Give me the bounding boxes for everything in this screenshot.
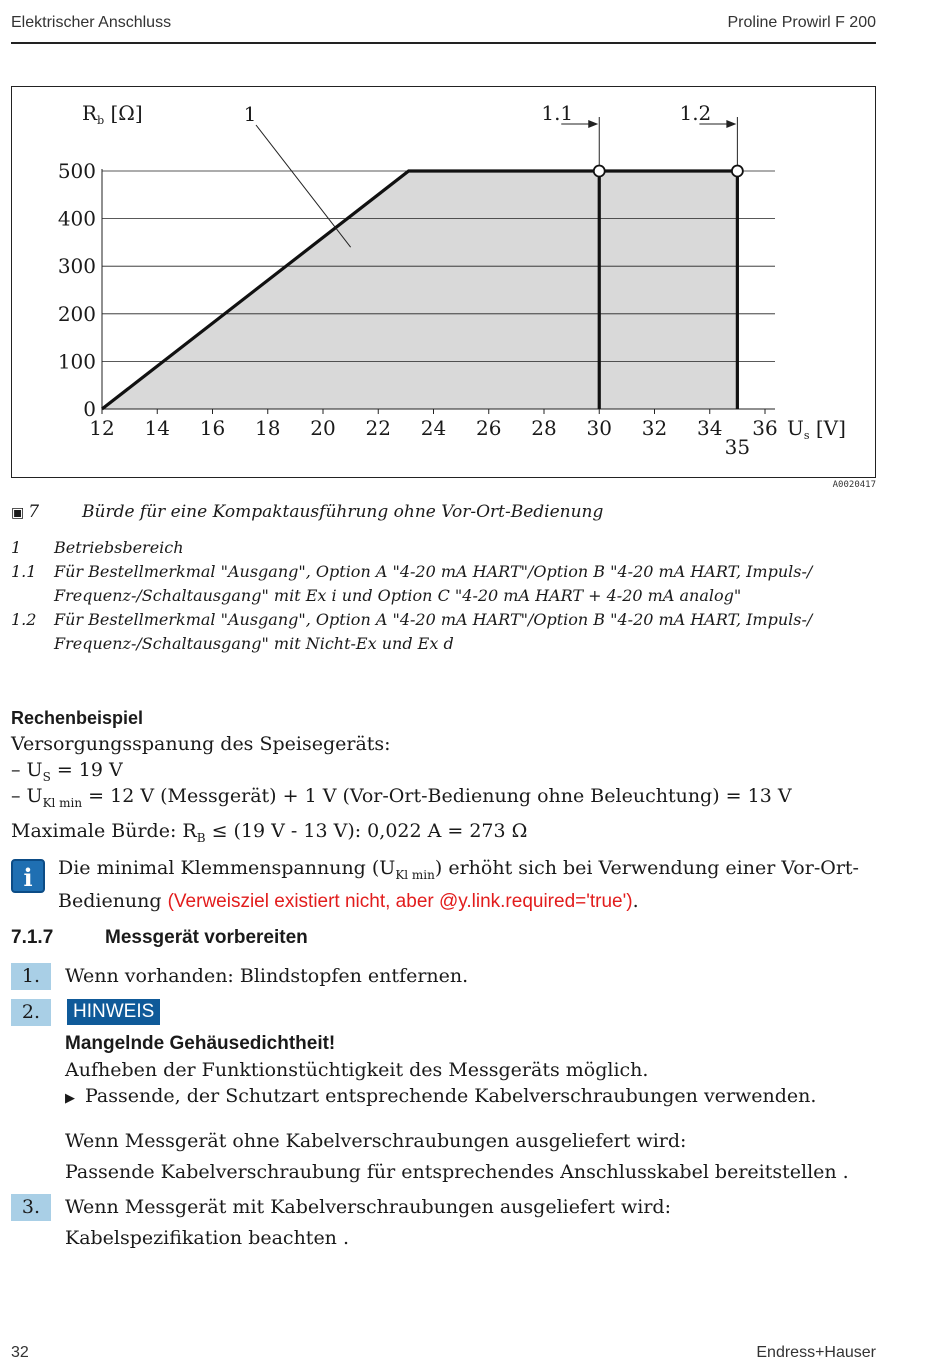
limit-marker <box>594 166 605 177</box>
step-number: 2. <box>11 999 51 1026</box>
step-text: Wenn vorhanden: Blindstopfen entfernen. <box>65 965 469 987</box>
x-tick-label: 24 <box>420 416 447 440</box>
header-product-name: Proline Prowirl F 200 <box>727 14 876 31</box>
calc-text: Maximale Bürde: R <box>11 820 197 842</box>
y-tick-label: 400 <box>57 206 96 231</box>
note-text-part: ) erhöht sich bei Verwendung einer Vor-Ort- <box>434 857 859 879</box>
x-tick-label: 12 <box>89 416 115 440</box>
figure-icon: ▣ <box>11 505 25 521</box>
calc-text: ≤ (19 V - 13 V): 0,022 A = 273 Ω <box>205 820 528 842</box>
legend-text-cont: Frequenz-/Schaltausgang" mit Nicht-Ex und Ex d <box>54 634 454 653</box>
legend-text: Für Bestellmerkmal "Ausgang", Option A "4-20 mA HART"/Option B "4-20 mA HART, Impuls-/ <box>54 562 813 581</box>
calc-text: – U <box>11 785 43 807</box>
area-annotation-label: 1 <box>243 102 257 126</box>
x-tick-label: 22 <box>365 416 391 440</box>
page-number: 32 <box>11 1344 29 1361</box>
broken-link-error[interactable]: (Verweisziel existiert nicht, aber @y.link.required='true') <box>167 890 633 912</box>
figure-caption-text: Bürde für eine Kompaktausführung ohne Vor-Ort-Bedienung <box>82 502 604 522</box>
note-text-part: Die minimal Klemmenspannung (U <box>58 857 396 879</box>
calc-text: = 12 V (Messgerät) + 1 V (Vor-Ort-Bedienung ohne Beleuchtung) = 13 V <box>82 785 792 807</box>
note-text-part: . <box>632 889 639 912</box>
step-text-cont: Kabelspezifikation beachten . <box>65 1227 349 1249</box>
y-tick-label: 100 <box>57 349 96 374</box>
step-condition: Wenn Messgerät ohne Kabelverschraubungen ausgeliefert wird: <box>65 1130 687 1152</box>
calc-intro: Versorgungsspanung des Speisegeräts: <box>11 733 391 755</box>
operating-area <box>102 171 737 409</box>
x-tick-label: 20 <box>310 416 336 440</box>
x-tick-label: 14 <box>144 416 170 440</box>
calc-max-load <box>11 818 527 851</box>
legend-text: Betriebsbereich <box>54 538 184 557</box>
y-axis-label: $R_b$ [Ω] <box>82 101 143 127</box>
x-tick-label: 35 <box>724 435 751 459</box>
warning-action <box>65 1081 816 1114</box>
legend-text-cont: Frequenz-/Schaltausgang" mit Ex i und Option C "4-20 mA HART + 4-20 mA analog" <box>54 586 742 605</box>
subsection-title: Messgerät vorbereiten <box>105 927 308 948</box>
header-section-title: Elektrischer Anschluss <box>11 14 172 31</box>
calc-subscript: S <box>42 769 51 784</box>
y-tick-label: 200 <box>57 301 96 326</box>
calc-text: = 19 V <box>50 759 123 781</box>
x-axis-label: $U_s$ [V] <box>787 416 846 442</box>
x-tick-label: 28 <box>531 416 557 440</box>
calc-text: – U <box>11 759 43 781</box>
x-tick-label: 32 <box>641 416 668 440</box>
arrow-right-icon: ▶ <box>65 1091 75 1106</box>
warning-text: Aufheben der Funktionstüchtigkeit des Messgeräts möglich. <box>65 1059 649 1081</box>
y-tick-label: 500 <box>57 159 96 183</box>
step-number: 3. <box>11 1194 51 1221</box>
x-tick-label: 16 <box>199 416 226 440</box>
calc-subscript: Kl min <box>42 795 83 810</box>
load-chart <box>12 87 875 477</box>
step-text: Wenn Messgerät mit Kabelverschraubungen ausgeliefert wird: <box>65 1196 671 1218</box>
x-tick-label: 26 <box>476 416 502 440</box>
calc-subscript: B <box>196 830 206 845</box>
figure-legend <box>11 536 891 656</box>
legend-item <box>11 536 891 560</box>
x-tick-label: 30 <box>586 416 612 440</box>
figure-caption <box>11 502 604 522</box>
y-tick-label: 300 <box>57 254 96 279</box>
subsection-heading <box>11 927 308 949</box>
header-rule <box>11 42 876 44</box>
legend-key: 1 <box>11 538 22 557</box>
notice-badge: HINWEIS <box>67 999 160 1025</box>
x-tick-label: 34 <box>697 416 723 440</box>
warning-title: Mangelnde Gehäusedichtheit! <box>65 1033 336 1054</box>
info-icon: i <box>11 859 45 893</box>
footer-brand: Endress+Hauser <box>756 1344 876 1361</box>
limit-marker <box>732 166 743 177</box>
legend-item <box>11 560 891 608</box>
calc-title: Rechenbeispiel <box>11 708 144 728</box>
x-tick-label: 36 <box>752 416 778 440</box>
legend-key: 1.2 <box>11 610 37 629</box>
note-text <box>58 855 868 915</box>
subsection-number: 7.1.7 <box>11 927 54 948</box>
note-subscript: Kl min <box>395 867 435 882</box>
step-number: 1. <box>11 963 51 990</box>
dimension-arrow-head <box>588 120 598 128</box>
legend-item <box>11 608 891 656</box>
figure-frame <box>11 86 876 478</box>
note-text-part: Bedienung <box>58 889 168 912</box>
annotation-leader <box>256 125 351 247</box>
figure-number: 7 <box>28 502 40 522</box>
warning-action-text: Passende, der Schutzart entsprechende Kabelverschraubungen verwenden. <box>85 1085 817 1107</box>
step-result: Passende Kabelverschraubung für entsprechendes Anschlusskabel bereitstellen . <box>65 1161 849 1183</box>
calc-line-ukl <box>11 783 792 816</box>
limit-label: 1.2 <box>679 101 712 125</box>
y-tick-label: 0 <box>83 397 96 421</box>
x-tick-label: 18 <box>255 416 281 440</box>
legend-key: 1.1 <box>11 562 37 581</box>
figure-id: A0020417 <box>832 480 876 490</box>
dimension-arrow-head <box>726 120 736 128</box>
legend-text: Für Bestellmerkmal "Ausgang", Option A "4-20 mA HART"/Option B "4-20 mA HART, Impuls-/ <box>54 610 813 629</box>
limit-label: 1.1 <box>541 101 574 125</box>
